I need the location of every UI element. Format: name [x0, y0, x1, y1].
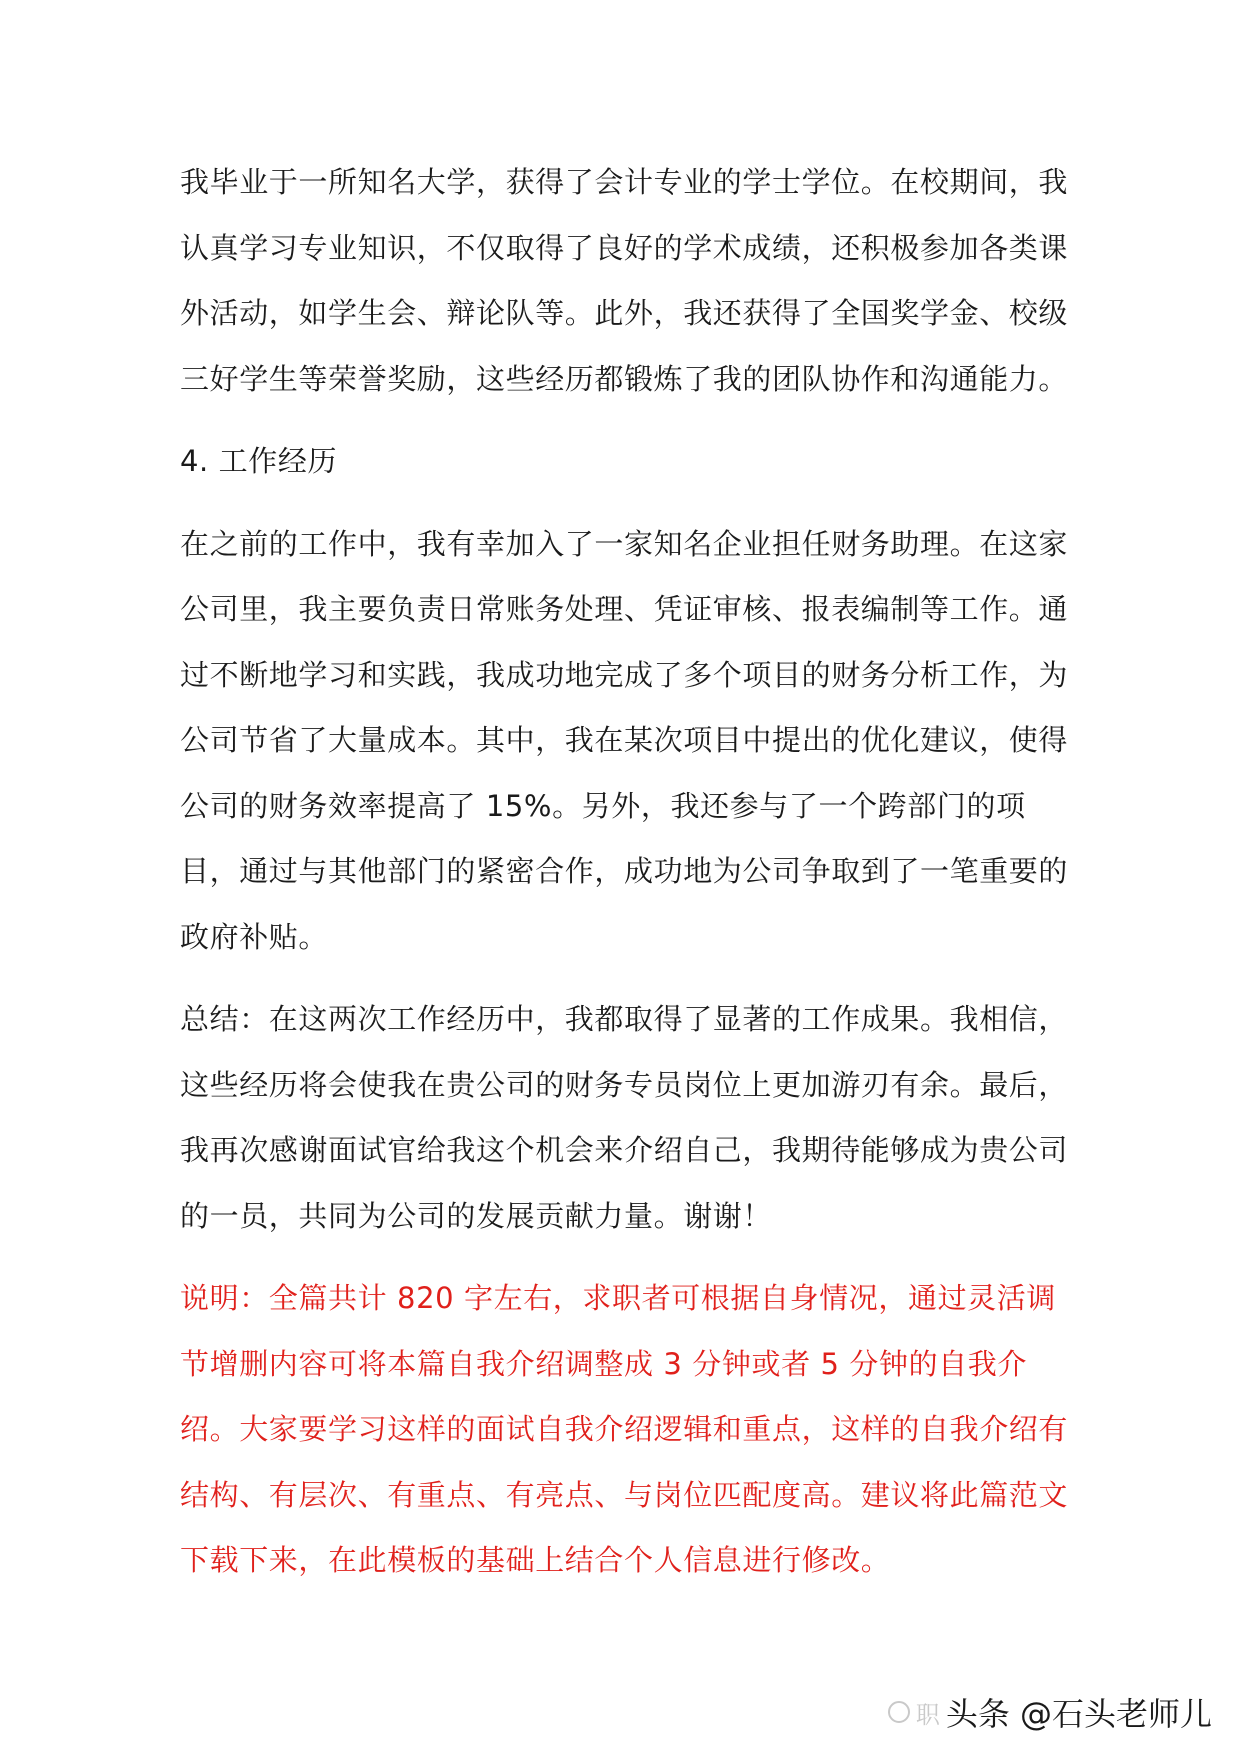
watermark-text: 头条 @石头老师儿 — [945, 1695, 1212, 1733]
paragraph-work-experience: 在之前的工作中，我有幸加入了一家知名企业担任财务助理。在这家公司里，我主要负责日常账务处理、凭证审核、报表编制等工作。通过不断地学习和实践，我成功地完成了多个项目的财务分析工作，为公司节省了大量成本。其中，我在某次项目中提出的优化建议，使得公司的财务效率提高了 15%。另外，我还参与了一个跨部门的项目，通过与其他部门的紧密合作，成功地为公司争取到了一笔重要的政府补贴。 — [180, 526, 1069, 954]
paragraph-summary: 总结：在这两次工作经历中，我都取得了显著的工作成果。我相信，这些经历将会使我在贵公司的财务专员岗位上更加游刃有余。最后，我再次感谢面试官给我这个机会来介绍自己，我期待能够成为贵公司的一员，共同为公司的发展贡献力量。谢谢！ — [180, 1002, 1069, 1233]
document-body — [180, 150, 1080, 1594]
paragraph-note: 说明：全篇共计 820 字左右，求职者可根据自身情况，通过灵活调节增删内容可将本篇自我介绍调整成 3 分钟或者 5 分钟的自我介绍。大家要学习这样的面试自我介绍逻辑和重点，这样的自我介绍有结构、有层次、有重点、有亮点、与岗位匹配度高。建议将此篇范文下载下来，在此模板的基础上结合个人信息进行修改。 — [180, 1281, 1069, 1577]
section-heading-work-experience: 4. 工作经历 — [180, 444, 338, 478]
watermark-logo-icon — [888, 1701, 910, 1723]
watermark-faint-text: 职 — [915, 1700, 940, 1729]
watermark — [888, 1689, 1212, 1735]
paragraph-education: 我毕业于一所知名大学，获得了会计专业的学士学位。在校期间，我认真学习专业知识，不仅取得了良好的学术成绩，还积极参加各类课外活动，如学生会、辩论队等。此外，我还获得了全国奖学金、校级三好学生等荣誉奖励，这些经历都锻炼了我的团队协作和沟通能力。 — [180, 165, 1069, 396]
